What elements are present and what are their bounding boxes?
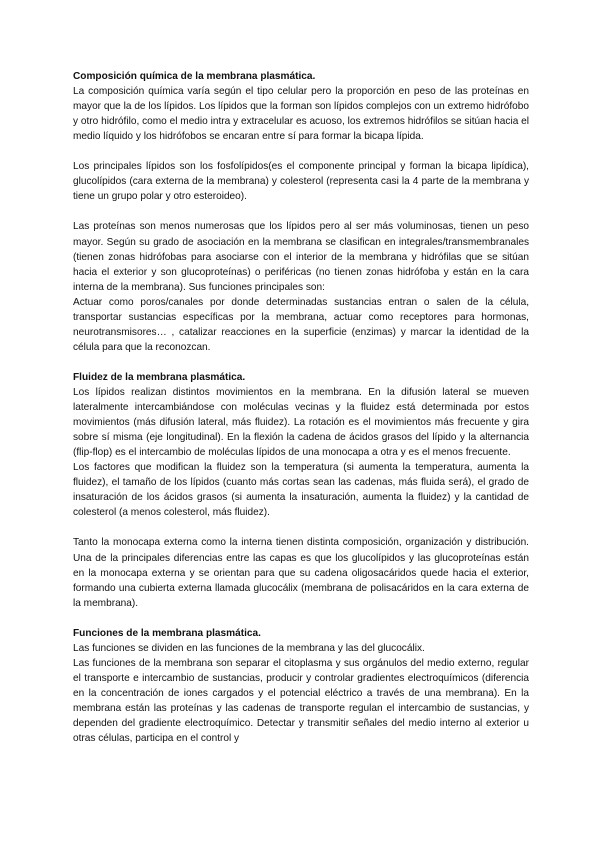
section-heading-fluidez: Fluidez de la membrana plasmática.: [73, 371, 246, 383]
section-heading-funciones: Funciones de la membrana plasmática.: [73, 627, 261, 639]
section-heading-composicion: Composición química de la membrana plasmática.: [73, 71, 316, 82]
document-page: [73, 69, 529, 746]
paragraph-composicion-intro: La composición química varía según el tipo celular pero la proporción en peso de las proteínas en mayor que la de los lípidos. Los lípidos que la forman son lípidos complejos con un extremo hidrófobo y otro hidrófilo, como el medio intra y extracelular es acuoso, los extremos hidrófilos se sitúan hacia el medio líquido y los hidrófobos se encaran entre sí para formar la bicapa lípida.: [73, 86, 529, 143]
paragraph-spacer: [73, 355, 529, 370]
paragraph-spacer: [73, 204, 529, 219]
paragraph-proteinas: Las proteínas son menos numerosas que los lípidos pero al ser más voluminosas, tienen un peso mayor. Según su grado de asociación en la membrana se clasifican en integrales/transmembranales (tienen zonas hidrófobas para asociarse con el interior de la membrana y hidrófilas que se sitúan hacia el exterior y son glucoproteínas) o periféricas (no tienen zonas hidrófoba y están en la cara interna de la membrana). Sus funciones principales son:: [73, 221, 529, 293]
paragraph-funciones-division: Las funciones se dividen en las funciones de la membrana y las del glucocálix.: [73, 642, 425, 654]
paragraph-lipidos-principales: Los principales lípidos son los fosfolípidos(es el componente principal y forman la bicapa lipídica), glucolípidos (cara externa de la membrana) y colesterol (representa casi la 4 parte de la membrana y tiene un grupo polar y otro esteroideo).: [73, 161, 529, 203]
paragraph-factores-fluidez: Los factores que modifican la fluidez son la temperatura (si aumenta la temperatura, aumenta la fluidez), el tamaño de los lípidos (cuanto más cortas sean las cadenas, más fluida será), el grado de insaturación de los ácidos grasos (si aumenta la insaturación, aumenta la fluidez) y la cantidad de colesterol (a menos colesterol, más fluidez).: [73, 462, 529, 519]
paragraph-funciones-membrana: Las funciones de la membrana son separar el citoplasma y sus orgánulos del medio externo, regular el transporte e intercambio de sustancias, producir y controlar gradientes electroquímicos (diferencia en la concentración de iones cargados y el potencial eléctrico a través de una membrana). En la membrana están las proteínas y las cadenas de transporte regulan el intercambio de sustancias, y dependen del gradiente electroquímico. Detectar y transmitir señales del medio interno al exterior u otras células, participa en el control y: [73, 657, 529, 745]
paragraph-movimientos-lipidos: Los lípidos realizan distintos movimientos en la membrana. En la difusión lateral se mueven lateralmente intercambiándose con moléculas vecinas y la fluidez está determinada por estos movimientos (más difusión lateral, más fluidez). La rotación es el movimientos más frecuente y gira sobre sí misma (eje longitudinal). En la flexión la cadena de ácidos grasos del lípido y la alternancia (flip-flop) es el intercambio de moléculas lípidos de una monocapa a otra y es el menos frecuente.: [73, 386, 529, 459]
paragraph-spacer: [73, 144, 529, 159]
paragraph-funciones-proteinas: Actuar como poros/canales por donde determinadas sustancias entran o salen de la célula, transportar sustancias específicas por la membrana, actuar como receptores para hormonas, neurotransmisores… , catalizar reacciones en la superficie (enzimas) y marcar la identidad de la célula para que la reconozcan.: [73, 296, 529, 353]
paragraph-spacer: [73, 611, 529, 626]
paragraph-monocapas: Tanto la monocapa externa como la interna tienen distinta composición, organización y distribución. Una de la principales diferencias entre las capas es que los glucolípidos y las glucoproteínas están en la monocapa externa y se orientan para que su cadena oligosacáridos quede hacia el exterior, formando una cubierta externa llamada glucocálix (membrana de polisacáridos en la cara externa de la membrana).: [73, 537, 529, 609]
paragraph-spacer: [73, 520, 529, 535]
